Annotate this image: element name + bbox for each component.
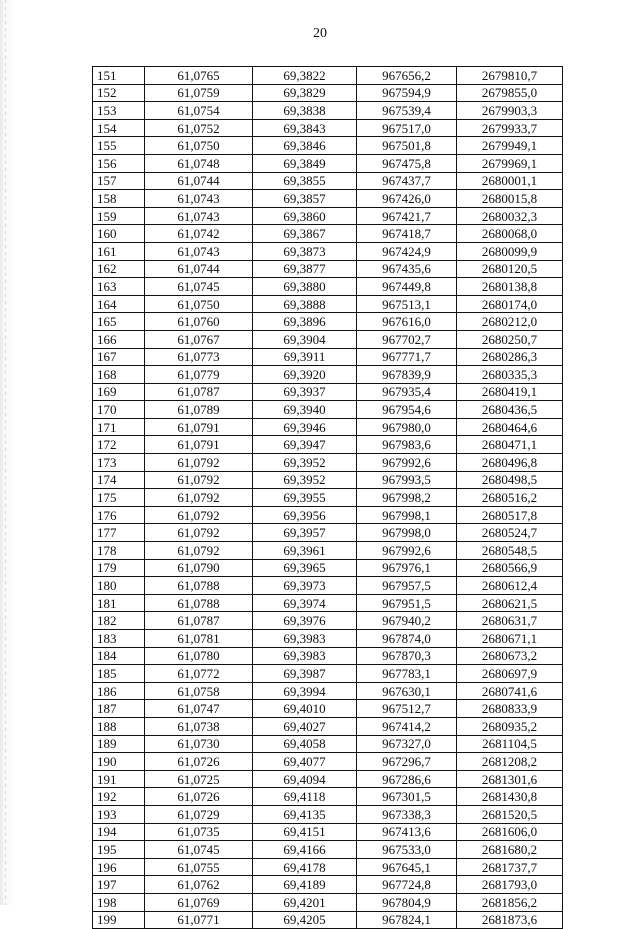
- longitude-cell: 69,4189: [253, 876, 357, 894]
- latitude-cell: 61,0758: [145, 682, 253, 700]
- y-coordinate-cell: 2681606,0: [457, 823, 563, 841]
- x-coordinate-cell: 967645,1: [357, 858, 457, 876]
- y-coordinate-cell: 2681104,5: [457, 735, 563, 753]
- table-row: [93, 190, 563, 208]
- latitude-cell: 61,0788: [145, 577, 253, 595]
- y-coordinate-cell: 2680741,6: [457, 682, 563, 700]
- y-coordinate-cell: 2680673,2: [457, 647, 563, 665]
- latitude-cell: 61,0743: [145, 242, 253, 260]
- latitude-cell: 61,0792: [145, 506, 253, 524]
- point-number-cell: 153: [93, 102, 145, 120]
- table-row: [93, 119, 563, 137]
- x-coordinate-cell: 967449,8: [357, 278, 457, 296]
- table-row: [93, 278, 563, 296]
- table-row: [93, 735, 563, 753]
- longitude-cell: 69,3843: [253, 119, 357, 137]
- y-coordinate-cell: 2680517,8: [457, 506, 563, 524]
- y-coordinate-cell: 2679903,3: [457, 102, 563, 120]
- y-coordinate-cell: 2681793,0: [457, 876, 563, 894]
- latitude-cell: 61,0760: [145, 313, 253, 331]
- latitude-cell: 61,0726: [145, 788, 253, 806]
- table-row: [93, 788, 563, 806]
- point-number-cell: 178: [93, 542, 145, 560]
- point-number-cell: 187: [93, 700, 145, 718]
- point-number-cell: 196: [93, 858, 145, 876]
- x-coordinate-cell: 967954,6: [357, 401, 457, 419]
- x-coordinate-cell: 967839,9: [357, 366, 457, 384]
- point-number-cell: 155: [93, 137, 145, 155]
- y-coordinate-cell: 2679949,1: [457, 137, 563, 155]
- x-coordinate-cell: 967418,7: [357, 225, 457, 243]
- latitude-cell: 61,0742: [145, 225, 253, 243]
- longitude-cell: 69,3987: [253, 665, 357, 683]
- latitude-cell: 61,0725: [145, 770, 253, 788]
- latitude-cell: 61,0745: [145, 841, 253, 859]
- point-number-cell: 183: [93, 630, 145, 648]
- y-coordinate-cell: 2681520,5: [457, 805, 563, 823]
- longitude-cell: 69,4027: [253, 717, 357, 735]
- longitude-cell: 69,3857: [253, 190, 357, 208]
- x-coordinate-cell: 967513,1: [357, 295, 457, 313]
- longitude-cell: 69,3829: [253, 84, 357, 102]
- longitude-cell: 69,3983: [253, 647, 357, 665]
- latitude-cell: 61,0792: [145, 542, 253, 560]
- x-coordinate-cell: 967824,1: [357, 911, 457, 929]
- y-coordinate-cell: 2680250,7: [457, 330, 563, 348]
- x-coordinate-cell: 967976,1: [357, 559, 457, 577]
- table-row: [93, 401, 563, 419]
- x-coordinate-cell: 967414,2: [357, 717, 457, 735]
- x-coordinate-cell: 967327,0: [357, 735, 457, 753]
- x-coordinate-cell: 967983,6: [357, 436, 457, 454]
- point-number-cell: 189: [93, 735, 145, 753]
- point-number-cell: 175: [93, 489, 145, 507]
- y-coordinate-cell: 2680471,1: [457, 436, 563, 454]
- table-row: [93, 717, 563, 735]
- x-coordinate-cell: 967594,9: [357, 84, 457, 102]
- longitude-cell: 69,3974: [253, 594, 357, 612]
- longitude-cell: 69,3860: [253, 207, 357, 225]
- point-number-cell: 160: [93, 225, 145, 243]
- longitude-cell: 69,3956: [253, 506, 357, 524]
- y-coordinate-cell: 2680496,8: [457, 454, 563, 472]
- point-number-cell: 165: [93, 313, 145, 331]
- latitude-cell: 61,0762: [145, 876, 253, 894]
- point-number-cell: 197: [93, 876, 145, 894]
- table-row: [93, 524, 563, 542]
- point-number-cell: 161: [93, 242, 145, 260]
- latitude-cell: 61,0750: [145, 137, 253, 155]
- point-number-cell: 170: [93, 401, 145, 419]
- longitude-cell: 69,3994: [253, 682, 357, 700]
- point-number-cell: 168: [93, 366, 145, 384]
- y-coordinate-cell: 2680548,5: [457, 542, 563, 560]
- latitude-cell: 61,0744: [145, 260, 253, 278]
- table-row: [93, 594, 563, 612]
- table-row: [93, 876, 563, 894]
- latitude-cell: 61,0779: [145, 366, 253, 384]
- latitude-cell: 61,0754: [145, 102, 253, 120]
- table-row: [93, 665, 563, 683]
- latitude-cell: 61,0789: [145, 401, 253, 419]
- point-number-cell: 182: [93, 612, 145, 630]
- latitude-cell: 61,0743: [145, 207, 253, 225]
- longitude-cell: 69,3896: [253, 313, 357, 331]
- latitude-cell: 61,0792: [145, 471, 253, 489]
- table-row: [93, 313, 563, 331]
- x-coordinate-cell: 967533,0: [357, 841, 457, 859]
- longitude-cell: 69,3904: [253, 330, 357, 348]
- y-coordinate-cell: 2680621,5: [457, 594, 563, 612]
- x-coordinate-cell: 967296,7: [357, 753, 457, 771]
- point-number-cell: 179: [93, 559, 145, 577]
- y-coordinate-cell: 2680436,5: [457, 401, 563, 419]
- longitude-cell: 69,3955: [253, 489, 357, 507]
- longitude-cell: 69,3920: [253, 366, 357, 384]
- point-number-cell: 171: [93, 418, 145, 436]
- point-number-cell: 198: [93, 893, 145, 911]
- x-coordinate-cell: 967998,0: [357, 524, 457, 542]
- x-coordinate-cell: 967338,3: [357, 805, 457, 823]
- x-coordinate-cell: 967957,5: [357, 577, 457, 595]
- latitude-cell: 61,0791: [145, 418, 253, 436]
- longitude-cell: 69,3855: [253, 172, 357, 190]
- y-coordinate-cell: 2681680,2: [457, 841, 563, 859]
- y-coordinate-cell: 2680697,9: [457, 665, 563, 683]
- longitude-cell: 69,3952: [253, 471, 357, 489]
- point-number-cell: 151: [93, 67, 145, 85]
- latitude-cell: 61,0790: [145, 559, 253, 577]
- x-coordinate-cell: 967517,0: [357, 119, 457, 137]
- longitude-cell: 69,4058: [253, 735, 357, 753]
- latitude-cell: 61,0769: [145, 893, 253, 911]
- longitude-cell: 69,3983: [253, 630, 357, 648]
- longitude-cell: 69,4118: [253, 788, 357, 806]
- table-row: [93, 436, 563, 454]
- y-coordinate-cell: 2680120,5: [457, 260, 563, 278]
- table-row: [93, 137, 563, 155]
- point-number-cell: 163: [93, 278, 145, 296]
- x-coordinate-cell: 967992,6: [357, 454, 457, 472]
- y-coordinate-cell: 2681430,8: [457, 788, 563, 806]
- longitude-cell: 69,3973: [253, 577, 357, 595]
- point-number-cell: 195: [93, 841, 145, 859]
- longitude-cell: 69,3873: [253, 242, 357, 260]
- y-coordinate-cell: 2680631,7: [457, 612, 563, 630]
- latitude-cell: 61,0743: [145, 190, 253, 208]
- y-coordinate-cell: 2680138,8: [457, 278, 563, 296]
- latitude-cell: 61,0759: [145, 84, 253, 102]
- point-number-cell: 177: [93, 524, 145, 542]
- latitude-cell: 61,0772: [145, 665, 253, 683]
- table-row: [93, 770, 563, 788]
- point-number-cell: 180: [93, 577, 145, 595]
- point-number-cell: 157: [93, 172, 145, 190]
- latitude-cell: 61,0744: [145, 172, 253, 190]
- x-coordinate-cell: 967940,2: [357, 612, 457, 630]
- latitude-cell: 61,0780: [145, 647, 253, 665]
- point-number-cell: 154: [93, 119, 145, 137]
- point-number-cell: 166: [93, 330, 145, 348]
- longitude-cell: 69,3911: [253, 348, 357, 366]
- y-coordinate-cell: 2680286,3: [457, 348, 563, 366]
- table-row: [93, 489, 563, 507]
- x-coordinate-cell: 967437,7: [357, 172, 457, 190]
- table-row: [93, 559, 563, 577]
- latitude-cell: 61,0792: [145, 454, 253, 472]
- point-number-cell: 184: [93, 647, 145, 665]
- longitude-cell: 69,4201: [253, 893, 357, 911]
- y-coordinate-cell: 2680498,5: [457, 471, 563, 489]
- table-row: [93, 542, 563, 560]
- x-coordinate-cell: 967935,4: [357, 383, 457, 401]
- y-coordinate-cell: 2680516,2: [457, 489, 563, 507]
- point-number-cell: 192: [93, 788, 145, 806]
- latitude-cell: 61,0787: [145, 383, 253, 401]
- table-row: [93, 841, 563, 859]
- latitude-cell: 61,0735: [145, 823, 253, 841]
- table-row: [93, 84, 563, 102]
- table-row: [93, 154, 563, 172]
- longitude-cell: 69,3976: [253, 612, 357, 630]
- y-coordinate-cell: 2680001,1: [457, 172, 563, 190]
- x-coordinate-cell: 967512,7: [357, 700, 457, 718]
- point-number-cell: 152: [93, 84, 145, 102]
- y-coordinate-cell: 2681856,2: [457, 893, 563, 911]
- latitude-cell: 61,0788: [145, 594, 253, 612]
- point-number-cell: 158: [93, 190, 145, 208]
- table-row: [93, 893, 563, 911]
- x-coordinate-cell: 967424,9: [357, 242, 457, 260]
- y-coordinate-cell: 2680032,3: [457, 207, 563, 225]
- y-coordinate-cell: 2680833,9: [457, 700, 563, 718]
- x-coordinate-cell: 967951,5: [357, 594, 457, 612]
- longitude-cell: 69,3822: [253, 67, 357, 85]
- latitude-cell: 61,0747: [145, 700, 253, 718]
- point-number-cell: 199: [93, 911, 145, 929]
- x-coordinate-cell: 967421,7: [357, 207, 457, 225]
- table-row: [93, 383, 563, 401]
- table-row: [93, 577, 563, 595]
- longitude-cell: 69,3937: [253, 383, 357, 401]
- x-coordinate-cell: 967413,6: [357, 823, 457, 841]
- x-coordinate-cell: 967771,7: [357, 348, 457, 366]
- table-row: [93, 260, 563, 278]
- y-coordinate-cell: 2681873,6: [457, 911, 563, 929]
- longitude-cell: 69,3957: [253, 524, 357, 542]
- y-coordinate-cell: 2680015,8: [457, 190, 563, 208]
- table-row: [93, 911, 563, 929]
- x-coordinate-cell: 967286,6: [357, 770, 457, 788]
- longitude-cell: 69,4151: [253, 823, 357, 841]
- y-coordinate-cell: 2681208,2: [457, 753, 563, 771]
- latitude-cell: 61,0767: [145, 330, 253, 348]
- y-coordinate-cell: 2679810,7: [457, 67, 563, 85]
- coordinates-table: [92, 66, 563, 929]
- longitude-cell: 69,3946: [253, 418, 357, 436]
- x-coordinate-cell: 967656,2: [357, 67, 457, 85]
- table-row: [93, 330, 563, 348]
- point-number-cell: 191: [93, 770, 145, 788]
- page-number: 20: [313, 26, 327, 41]
- x-coordinate-cell: 967870,3: [357, 647, 457, 665]
- x-coordinate-cell: 967616,0: [357, 313, 457, 331]
- y-coordinate-cell: 2680524,7: [457, 524, 563, 542]
- table-row: [93, 295, 563, 313]
- x-coordinate-cell: 967783,1: [357, 665, 457, 683]
- point-number-cell: 173: [93, 454, 145, 472]
- table-row: [93, 805, 563, 823]
- table-row: [93, 858, 563, 876]
- table-row: [93, 172, 563, 190]
- y-coordinate-cell: 2681737,7: [457, 858, 563, 876]
- point-number-cell: 174: [93, 471, 145, 489]
- table-row: [93, 454, 563, 472]
- y-coordinate-cell: 2680566,9: [457, 559, 563, 577]
- latitude-cell: 61,0738: [145, 717, 253, 735]
- longitude-cell: 69,4135: [253, 805, 357, 823]
- point-number-cell: 193: [93, 805, 145, 823]
- longitude-cell: 69,3888: [253, 295, 357, 313]
- x-coordinate-cell: 967426,0: [357, 190, 457, 208]
- longitude-cell: 69,3947: [253, 436, 357, 454]
- latitude-cell: 61,0792: [145, 489, 253, 507]
- longitude-cell: 69,4205: [253, 911, 357, 929]
- point-number-cell: 167: [93, 348, 145, 366]
- x-coordinate-cell: 967992,6: [357, 542, 457, 560]
- table-row: [93, 471, 563, 489]
- point-number-cell: 185: [93, 665, 145, 683]
- y-coordinate-cell: 2680464,6: [457, 418, 563, 436]
- y-coordinate-cell: 2680612,4: [457, 577, 563, 595]
- longitude-cell: 69,4166: [253, 841, 357, 859]
- point-number-cell: 181: [93, 594, 145, 612]
- longitude-cell: 69,3846: [253, 137, 357, 155]
- x-coordinate-cell: 967539,4: [357, 102, 457, 120]
- longitude-cell: 69,3838: [253, 102, 357, 120]
- table-row: [93, 67, 563, 85]
- table-row: [93, 612, 563, 630]
- longitude-cell: 69,3961: [253, 542, 357, 560]
- latitude-cell: 61,0730: [145, 735, 253, 753]
- x-coordinate-cell: 967702,7: [357, 330, 457, 348]
- longitude-cell: 69,3867: [253, 225, 357, 243]
- longitude-cell: 69,3952: [253, 454, 357, 472]
- x-coordinate-cell: 967630,1: [357, 682, 457, 700]
- point-number-cell: 188: [93, 717, 145, 735]
- latitude-cell: 61,0726: [145, 753, 253, 771]
- point-number-cell: 190: [93, 753, 145, 771]
- latitude-cell: 61,0781: [145, 630, 253, 648]
- longitude-cell: 69,3880: [253, 278, 357, 296]
- table-row: [93, 418, 563, 436]
- latitude-cell: 61,0745: [145, 278, 253, 296]
- table-row: [93, 102, 563, 120]
- table-row: [93, 348, 563, 366]
- scan-edge: [0, 0, 14, 905]
- x-coordinate-cell: 967724,8: [357, 876, 457, 894]
- x-coordinate-cell: 967501,8: [357, 137, 457, 155]
- y-coordinate-cell: 2680068,0: [457, 225, 563, 243]
- longitude-cell: 69,4094: [253, 770, 357, 788]
- x-coordinate-cell: 967998,1: [357, 506, 457, 524]
- latitude-cell: 61,0773: [145, 348, 253, 366]
- point-number-cell: 159: [93, 207, 145, 225]
- point-number-cell: 172: [93, 436, 145, 454]
- y-coordinate-cell: 2680335,3: [457, 366, 563, 384]
- table-row: [93, 700, 563, 718]
- latitude-cell: 61,0791: [145, 436, 253, 454]
- latitude-cell: 61,0792: [145, 524, 253, 542]
- x-coordinate-cell: 967301,5: [357, 788, 457, 806]
- point-number-cell: 162: [93, 260, 145, 278]
- y-coordinate-cell: 2680212,0: [457, 313, 563, 331]
- longitude-cell: 69,4010: [253, 700, 357, 718]
- latitude-cell: 61,0750: [145, 295, 253, 313]
- x-coordinate-cell: 967475,8: [357, 154, 457, 172]
- x-coordinate-cell: 967998,2: [357, 489, 457, 507]
- table-row: [93, 366, 563, 384]
- point-number-cell: 169: [93, 383, 145, 401]
- y-coordinate-cell: 2680671,1: [457, 630, 563, 648]
- point-number-cell: 194: [93, 823, 145, 841]
- table-row: [93, 225, 563, 243]
- longitude-cell: 69,3940: [253, 401, 357, 419]
- table-row: [93, 753, 563, 771]
- x-coordinate-cell: 967874,0: [357, 630, 457, 648]
- longitude-cell: 69,4077: [253, 753, 357, 771]
- latitude-cell: 61,0771: [145, 911, 253, 929]
- y-coordinate-cell: 2680174,0: [457, 295, 563, 313]
- y-coordinate-cell: 2679933,7: [457, 119, 563, 137]
- x-coordinate-cell: 967804,9: [357, 893, 457, 911]
- latitude-cell: 61,0787: [145, 612, 253, 630]
- table-row: [93, 207, 563, 225]
- x-coordinate-cell: 967993,5: [357, 471, 457, 489]
- y-coordinate-cell: 2680099,9: [457, 242, 563, 260]
- table-row: [93, 647, 563, 665]
- table-row: [93, 630, 563, 648]
- x-coordinate-cell: 967980,0: [357, 418, 457, 436]
- table-row: [93, 506, 563, 524]
- latitude-cell: 61,0729: [145, 805, 253, 823]
- longitude-cell: 69,3965: [253, 559, 357, 577]
- point-number-cell: 156: [93, 154, 145, 172]
- y-coordinate-cell: 2680419,1: [457, 383, 563, 401]
- table-row: [93, 682, 563, 700]
- longitude-cell: 69,3877: [253, 260, 357, 278]
- latitude-cell: 61,0765: [145, 67, 253, 85]
- latitude-cell: 61,0748: [145, 154, 253, 172]
- x-coordinate-cell: 967435,6: [357, 260, 457, 278]
- latitude-cell: 61,0755: [145, 858, 253, 876]
- coordinates-table-body: [93, 67, 563, 929]
- y-coordinate-cell: 2679855,0: [457, 84, 563, 102]
- table-row: [93, 242, 563, 260]
- longitude-cell: 69,3849: [253, 154, 357, 172]
- point-number-cell: 186: [93, 682, 145, 700]
- point-number-cell: 176: [93, 506, 145, 524]
- y-coordinate-cell: 2679969,1: [457, 154, 563, 172]
- latitude-cell: 61,0752: [145, 119, 253, 137]
- y-coordinate-cell: 2681301,6: [457, 770, 563, 788]
- longitude-cell: 69,4178: [253, 858, 357, 876]
- y-coordinate-cell: 2680935,2: [457, 717, 563, 735]
- point-number-cell: 164: [93, 295, 145, 313]
- table-row: [93, 823, 563, 841]
